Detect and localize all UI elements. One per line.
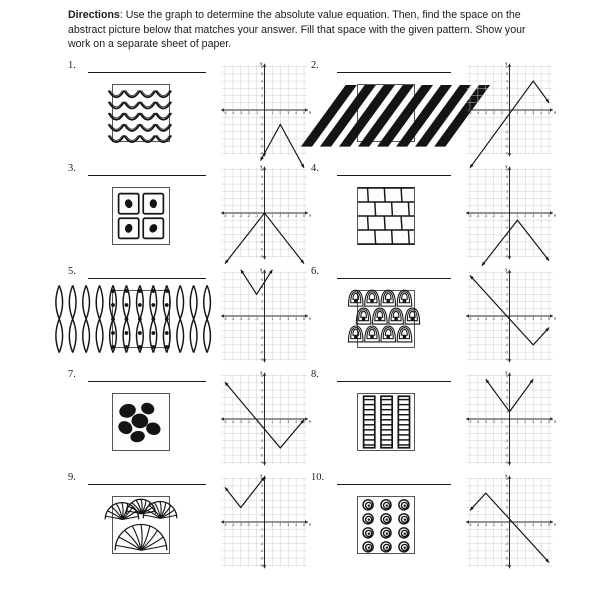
svg-text:5: 5 bbox=[303, 419, 305, 424]
svg-text:-1: -1 bbox=[260, 527, 263, 532]
problem-grid bbox=[0, 58, 600, 573]
svg-text:-4: -4 bbox=[505, 446, 508, 451]
svg-text:-4: -4 bbox=[231, 419, 235, 424]
svg-text:-3: -3 bbox=[239, 419, 243, 424]
svg-text:y: y bbox=[505, 267, 508, 272]
problem-4 bbox=[313, 161, 558, 264]
svg-text:-3: -3 bbox=[505, 335, 508, 340]
svg-text:-1: -1 bbox=[500, 110, 504, 115]
answer-blank[interactable] bbox=[88, 71, 206, 73]
svg-text:4: 4 bbox=[506, 79, 508, 84]
svg-text:1: 1 bbox=[506, 306, 508, 311]
svg-text:y: y bbox=[260, 164, 263, 169]
svg-text:3: 3 bbox=[287, 522, 290, 527]
diagonal-stripe-pattern bbox=[357, 84, 415, 142]
svg-text:-5: -5 bbox=[505, 144, 508, 149]
svg-text:-5: -5 bbox=[468, 110, 472, 115]
svg-text:2: 2 bbox=[279, 522, 282, 527]
svg-text:-4: -4 bbox=[231, 522, 235, 527]
svg-text:1: 1 bbox=[516, 522, 519, 527]
svg-text:1: 1 bbox=[261, 203, 263, 208]
svg-text:-1: -1 bbox=[260, 115, 263, 120]
svg-text:3: 3 bbox=[532, 419, 535, 424]
svg-text:1: 1 bbox=[271, 110, 274, 115]
svg-text:y: y bbox=[260, 61, 263, 66]
problem-number: 9. bbox=[68, 472, 76, 483]
answer-blank[interactable] bbox=[88, 483, 206, 485]
svg-text:1: 1 bbox=[506, 203, 508, 208]
svg-text:5: 5 bbox=[548, 522, 550, 527]
svg-text:2: 2 bbox=[279, 316, 282, 321]
svg-text:-6: -6 bbox=[260, 563, 263, 568]
svg-text:5: 5 bbox=[506, 175, 508, 180]
svg-text:-2: -2 bbox=[492, 522, 496, 527]
svg-text:4: 4 bbox=[506, 285, 508, 290]
coordinate-graph bbox=[210, 472, 310, 572]
svg-text:-5: -5 bbox=[505, 350, 508, 355]
svg-text:-1: -1 bbox=[255, 110, 259, 115]
answer-blank[interactable] bbox=[337, 380, 451, 382]
svg-text:5: 5 bbox=[506, 278, 508, 283]
svg-text:3: 3 bbox=[532, 316, 535, 321]
svg-text:2: 2 bbox=[261, 196, 263, 201]
svg-text:y: y bbox=[505, 61, 508, 66]
problem-number: 4. bbox=[311, 163, 319, 174]
svg-text:3: 3 bbox=[287, 316, 290, 321]
problem-row bbox=[0, 470, 600, 573]
svg-text:2: 2 bbox=[279, 419, 282, 424]
svg-text:4: 4 bbox=[261, 285, 263, 290]
svg-text:3: 3 bbox=[506, 189, 508, 194]
svg-text:1: 1 bbox=[261, 306, 263, 311]
svg-text:-4: -4 bbox=[505, 137, 508, 142]
svg-text:-3: -3 bbox=[239, 213, 243, 218]
svg-text:4: 4 bbox=[540, 522, 543, 527]
svg-text:2: 2 bbox=[261, 93, 263, 98]
svg-text:4: 4 bbox=[506, 388, 508, 393]
svg-text:-5: -5 bbox=[505, 556, 508, 561]
svg-text:-2: -2 bbox=[492, 213, 496, 218]
svg-text:-5: -5 bbox=[468, 522, 472, 527]
svg-text:-2: -2 bbox=[247, 213, 251, 218]
problem-row bbox=[0, 367, 600, 470]
problem-number: 6. bbox=[311, 266, 319, 277]
directions-block bbox=[68, 8, 538, 52]
svg-text:-4: -4 bbox=[476, 419, 480, 424]
svg-text:-1: -1 bbox=[505, 321, 508, 326]
svg-text:-4: -4 bbox=[476, 213, 480, 218]
svg-text:-2: -2 bbox=[260, 534, 263, 539]
svg-text:-2: -2 bbox=[260, 225, 263, 230]
problem-number: 1. bbox=[68, 60, 76, 71]
problem-8 bbox=[313, 367, 558, 470]
svg-text:5: 5 bbox=[303, 110, 305, 115]
svg-text:1: 1 bbox=[506, 100, 508, 105]
svg-text:-2: -2 bbox=[505, 122, 508, 127]
svg-text:4: 4 bbox=[506, 182, 508, 187]
svg-text:-3: -3 bbox=[260, 335, 263, 340]
peacock-scale-pattern bbox=[357, 290, 415, 348]
svg-text:-3: -3 bbox=[239, 522, 243, 527]
svg-text:-5: -5 bbox=[223, 316, 227, 321]
svg-text:x: x bbox=[554, 316, 557, 321]
svg-text:3: 3 bbox=[287, 213, 290, 218]
svg-text:-2: -2 bbox=[260, 122, 263, 127]
problem-6 bbox=[313, 264, 558, 367]
svg-text:-2: -2 bbox=[492, 419, 496, 424]
svg-text:-6: -6 bbox=[260, 254, 263, 259]
svg-text:-4: -4 bbox=[260, 343, 263, 348]
svg-text:x: x bbox=[309, 213, 312, 218]
svg-text:3: 3 bbox=[532, 522, 535, 527]
svg-text:-5: -5 bbox=[505, 247, 508, 252]
svg-text:x: x bbox=[309, 110, 312, 115]
brick-wall-pattern bbox=[357, 187, 415, 245]
svg-text:-1: -1 bbox=[505, 424, 508, 429]
svg-text:-4: -4 bbox=[260, 549, 263, 554]
svg-text:4: 4 bbox=[295, 110, 298, 115]
svg-text:3: 3 bbox=[261, 292, 263, 297]
svg-text:4: 4 bbox=[540, 419, 543, 424]
coordinate-graph bbox=[455, 60, 555, 160]
svg-text:6: 6 bbox=[261, 167, 263, 172]
svg-text:-2: -2 bbox=[505, 225, 508, 230]
directions-label: Directions bbox=[68, 9, 120, 21]
svg-text:-5: -5 bbox=[223, 110, 227, 115]
svg-text:-2: -2 bbox=[247, 316, 251, 321]
svg-text:-3: -3 bbox=[484, 316, 488, 321]
svg-text:x: x bbox=[554, 110, 557, 115]
svg-text:4: 4 bbox=[295, 213, 298, 218]
svg-text:3: 3 bbox=[261, 189, 263, 194]
svg-text:2: 2 bbox=[279, 213, 282, 218]
svg-text:-6: -6 bbox=[260, 357, 263, 362]
svg-text:-4: -4 bbox=[231, 110, 235, 115]
svg-text:4: 4 bbox=[540, 110, 543, 115]
problem-number: 2. bbox=[311, 60, 319, 71]
svg-text:-3: -3 bbox=[239, 110, 243, 115]
svg-text:3: 3 bbox=[506, 395, 508, 400]
coordinate-graph bbox=[455, 163, 555, 263]
svg-text:-5: -5 bbox=[260, 556, 263, 561]
svg-text:-1: -1 bbox=[260, 218, 263, 223]
svg-text:-1: -1 bbox=[255, 213, 259, 218]
svg-text:6: 6 bbox=[506, 476, 508, 481]
svg-text:-5: -5 bbox=[260, 144, 263, 149]
svg-text:4: 4 bbox=[261, 79, 263, 84]
svg-text:-2: -2 bbox=[260, 431, 263, 436]
coordinate-graph bbox=[210, 60, 310, 160]
svg-text:3: 3 bbox=[532, 213, 535, 218]
svg-text:y: y bbox=[260, 267, 263, 272]
svg-text:5: 5 bbox=[506, 72, 508, 77]
svg-text:-1: -1 bbox=[500, 316, 504, 321]
answer-blank[interactable] bbox=[337, 483, 451, 485]
svg-text:5: 5 bbox=[261, 175, 263, 180]
svg-text:-6: -6 bbox=[505, 357, 508, 362]
svg-text:4: 4 bbox=[540, 316, 543, 321]
svg-text:4: 4 bbox=[295, 419, 298, 424]
svg-text:6: 6 bbox=[261, 64, 263, 69]
svg-text:5: 5 bbox=[548, 316, 550, 321]
svg-text:-2: -2 bbox=[247, 522, 251, 527]
problem-number: 5. bbox=[68, 266, 76, 277]
coordinate-graph bbox=[210, 369, 310, 469]
svg-text:-1: -1 bbox=[505, 218, 508, 223]
problem-9 bbox=[68, 470, 313, 573]
svg-text:-5: -5 bbox=[223, 213, 227, 218]
svg-text:1: 1 bbox=[516, 316, 519, 321]
answer-blank[interactable] bbox=[337, 71, 451, 73]
svg-text:-2: -2 bbox=[260, 328, 263, 333]
svg-text:-4: -4 bbox=[476, 110, 480, 115]
svg-text:x: x bbox=[554, 419, 557, 424]
problem-row bbox=[0, 161, 600, 264]
problem-10 bbox=[313, 470, 558, 573]
svg-text:-1: -1 bbox=[500, 522, 504, 527]
svg-text:4: 4 bbox=[261, 491, 263, 496]
problem-row bbox=[0, 58, 600, 161]
svg-text:5: 5 bbox=[261, 278, 263, 283]
svg-text:-3: -3 bbox=[484, 522, 488, 527]
svg-text:2: 2 bbox=[506, 402, 508, 407]
ladder-stripe-pattern bbox=[357, 393, 415, 451]
svg-text:5: 5 bbox=[303, 316, 305, 321]
svg-text:-4: -4 bbox=[505, 240, 508, 245]
svg-text:5: 5 bbox=[261, 381, 263, 386]
svg-text:-3: -3 bbox=[239, 316, 243, 321]
svg-text:5: 5 bbox=[261, 484, 263, 489]
spiral-swirl-pattern bbox=[357, 496, 415, 554]
svg-text:-5: -5 bbox=[260, 453, 263, 458]
svg-text:1: 1 bbox=[506, 409, 508, 414]
svg-text:-3: -3 bbox=[505, 232, 508, 237]
svg-text:4: 4 bbox=[295, 522, 298, 527]
svg-text:-4: -4 bbox=[231, 316, 235, 321]
svg-text:-3: -3 bbox=[484, 419, 488, 424]
svg-text:y: y bbox=[260, 473, 263, 478]
wave-scallop-pattern bbox=[112, 84, 170, 142]
four-dotted-squares-pattern bbox=[112, 187, 170, 245]
svg-text:3: 3 bbox=[287, 110, 290, 115]
svg-text:-4: -4 bbox=[476, 522, 480, 527]
svg-text:3: 3 bbox=[287, 419, 290, 424]
svg-text:-3: -3 bbox=[505, 438, 508, 443]
directions-text: : Use the graph to determine the absolute value equation. Then, find the space on the abstract picture below that matches your answer. Fill that space with the given pattern. Show your work on a separate sheet of paper. bbox=[68, 9, 526, 51]
answer-blank[interactable] bbox=[337, 174, 451, 176]
svg-text:2: 2 bbox=[506, 299, 508, 304]
coordinate-graph bbox=[210, 163, 310, 263]
svg-text:-2: -2 bbox=[247, 419, 251, 424]
svg-text:1: 1 bbox=[261, 512, 263, 517]
svg-text:-4: -4 bbox=[476, 316, 480, 321]
svg-text:5: 5 bbox=[261, 72, 263, 77]
svg-text:x: x bbox=[309, 522, 312, 527]
svg-text:-3: -3 bbox=[260, 232, 263, 237]
svg-text:-3: -3 bbox=[484, 110, 488, 115]
svg-text:2: 2 bbox=[524, 213, 527, 218]
problem-1 bbox=[68, 58, 313, 161]
problem-2 bbox=[313, 58, 558, 161]
svg-text:6: 6 bbox=[506, 270, 508, 275]
svg-text:6: 6 bbox=[261, 270, 263, 275]
svg-text:2: 2 bbox=[261, 299, 263, 304]
lattice-net-pattern bbox=[112, 290, 170, 348]
answer-blank[interactable] bbox=[337, 277, 451, 279]
svg-text:-2: -2 bbox=[492, 316, 496, 321]
svg-text:4: 4 bbox=[506, 491, 508, 496]
svg-text:5: 5 bbox=[548, 110, 550, 115]
svg-text:-6: -6 bbox=[505, 460, 508, 465]
svg-text:-4: -4 bbox=[505, 343, 508, 348]
answer-blank[interactable] bbox=[88, 174, 206, 176]
svg-text:3: 3 bbox=[506, 498, 508, 503]
svg-text:-1: -1 bbox=[255, 316, 259, 321]
svg-text:-2: -2 bbox=[505, 431, 508, 436]
svg-text:1: 1 bbox=[506, 512, 508, 517]
answer-blank[interactable] bbox=[88, 380, 206, 382]
svg-text:2: 2 bbox=[506, 93, 508, 98]
problem-number: 7. bbox=[68, 369, 76, 380]
svg-text:3: 3 bbox=[261, 86, 263, 91]
svg-text:5: 5 bbox=[548, 213, 550, 218]
problem-3 bbox=[68, 161, 313, 264]
svg-text:5: 5 bbox=[548, 419, 550, 424]
svg-text:-5: -5 bbox=[505, 453, 508, 458]
svg-text:x: x bbox=[309, 316, 312, 321]
svg-text:4: 4 bbox=[261, 388, 263, 393]
svg-text:-4: -4 bbox=[260, 240, 263, 245]
floral-fan-pattern bbox=[112, 496, 170, 554]
problem-row bbox=[0, 264, 600, 367]
svg-text:-5: -5 bbox=[223, 419, 227, 424]
svg-text:-5: -5 bbox=[260, 350, 263, 355]
problem-number: 8. bbox=[311, 369, 319, 380]
coordinate-graph bbox=[455, 266, 555, 366]
svg-text:-1: -1 bbox=[505, 115, 508, 120]
svg-text:-1: -1 bbox=[505, 527, 508, 532]
svg-text:1: 1 bbox=[271, 419, 274, 424]
coordinate-graph bbox=[455, 369, 555, 469]
svg-text:2: 2 bbox=[524, 419, 527, 424]
svg-text:-1: -1 bbox=[260, 424, 263, 429]
svg-text:y: y bbox=[260, 370, 263, 375]
svg-text:-1: -1 bbox=[255, 522, 259, 527]
svg-text:2: 2 bbox=[261, 505, 263, 510]
svg-text:2: 2 bbox=[524, 522, 527, 527]
svg-text:-3: -3 bbox=[260, 541, 263, 546]
svg-text:5: 5 bbox=[303, 522, 305, 527]
svg-text:5: 5 bbox=[506, 381, 508, 386]
svg-text:y: y bbox=[505, 473, 508, 478]
svg-text:-6: -6 bbox=[260, 151, 263, 156]
svg-text:-4: -4 bbox=[505, 549, 508, 554]
svg-text:1: 1 bbox=[516, 419, 519, 424]
svg-text:2: 2 bbox=[506, 505, 508, 510]
svg-text:4: 4 bbox=[295, 316, 298, 321]
svg-text:-1: -1 bbox=[500, 419, 504, 424]
svg-text:-5: -5 bbox=[260, 247, 263, 252]
svg-text:5: 5 bbox=[303, 213, 305, 218]
svg-text:4: 4 bbox=[540, 213, 543, 218]
svg-text:-2: -2 bbox=[492, 110, 496, 115]
svg-text:-3: -3 bbox=[260, 129, 263, 134]
svg-text:-5: -5 bbox=[468, 213, 472, 218]
svg-text:x: x bbox=[554, 213, 557, 218]
svg-text:-6: -6 bbox=[260, 460, 263, 465]
svg-text:2: 2 bbox=[279, 110, 282, 115]
svg-text:y: y bbox=[505, 370, 508, 375]
svg-text:-2: -2 bbox=[247, 110, 251, 115]
svg-text:3: 3 bbox=[532, 110, 535, 115]
svg-text:-3: -3 bbox=[260, 438, 263, 443]
svg-text:2: 2 bbox=[506, 196, 508, 201]
svg-text:1: 1 bbox=[271, 316, 274, 321]
svg-text:-5: -5 bbox=[468, 316, 472, 321]
svg-text:6: 6 bbox=[261, 373, 263, 378]
svg-text:-3: -3 bbox=[505, 129, 508, 134]
svg-text:-6: -6 bbox=[505, 254, 508, 259]
svg-text:3: 3 bbox=[506, 86, 508, 91]
svg-text:-3: -3 bbox=[505, 541, 508, 546]
svg-text:1: 1 bbox=[261, 100, 263, 105]
svg-text:1: 1 bbox=[271, 213, 274, 218]
svg-text:1: 1 bbox=[516, 213, 519, 218]
coordinate-graph bbox=[455, 472, 555, 572]
svg-text:-6: -6 bbox=[505, 563, 508, 568]
svg-text:6: 6 bbox=[506, 373, 508, 378]
svg-text:2: 2 bbox=[524, 316, 527, 321]
stone-blob-pattern bbox=[112, 393, 170, 451]
answer-blank[interactable] bbox=[88, 277, 206, 279]
svg-text:1: 1 bbox=[271, 522, 274, 527]
svg-text:-1: -1 bbox=[260, 321, 263, 326]
svg-text:2: 2 bbox=[524, 110, 527, 115]
svg-text:-2: -2 bbox=[505, 534, 508, 539]
svg-text:5: 5 bbox=[506, 484, 508, 489]
svg-text:1: 1 bbox=[261, 409, 263, 414]
svg-text:6: 6 bbox=[506, 167, 508, 172]
svg-text:-2: -2 bbox=[505, 328, 508, 333]
problem-number: 10. bbox=[311, 472, 325, 483]
svg-text:-4: -4 bbox=[231, 213, 235, 218]
svg-text:-5: -5 bbox=[223, 522, 227, 527]
svg-text:-5: -5 bbox=[468, 419, 472, 424]
svg-text:4: 4 bbox=[261, 182, 263, 187]
problem-7 bbox=[68, 367, 313, 470]
svg-text:-1: -1 bbox=[500, 213, 504, 218]
svg-text:-1: -1 bbox=[255, 419, 259, 424]
problem-number: 3. bbox=[68, 163, 76, 174]
svg-text:3: 3 bbox=[506, 292, 508, 297]
svg-text:2: 2 bbox=[261, 402, 263, 407]
svg-text:-4: -4 bbox=[260, 137, 263, 142]
svg-text:x: x bbox=[309, 419, 312, 424]
svg-text:x: x bbox=[554, 522, 557, 527]
svg-text:-3: -3 bbox=[484, 213, 488, 218]
problem-5 bbox=[68, 264, 313, 367]
svg-text:-6: -6 bbox=[505, 151, 508, 156]
svg-text:-4: -4 bbox=[260, 446, 263, 451]
svg-text:1: 1 bbox=[516, 110, 519, 115]
svg-text:y: y bbox=[505, 164, 508, 169]
svg-text:3: 3 bbox=[261, 498, 263, 503]
svg-text:6: 6 bbox=[506, 64, 508, 69]
coordinate-graph bbox=[210, 266, 310, 366]
svg-text:3: 3 bbox=[261, 395, 263, 400]
